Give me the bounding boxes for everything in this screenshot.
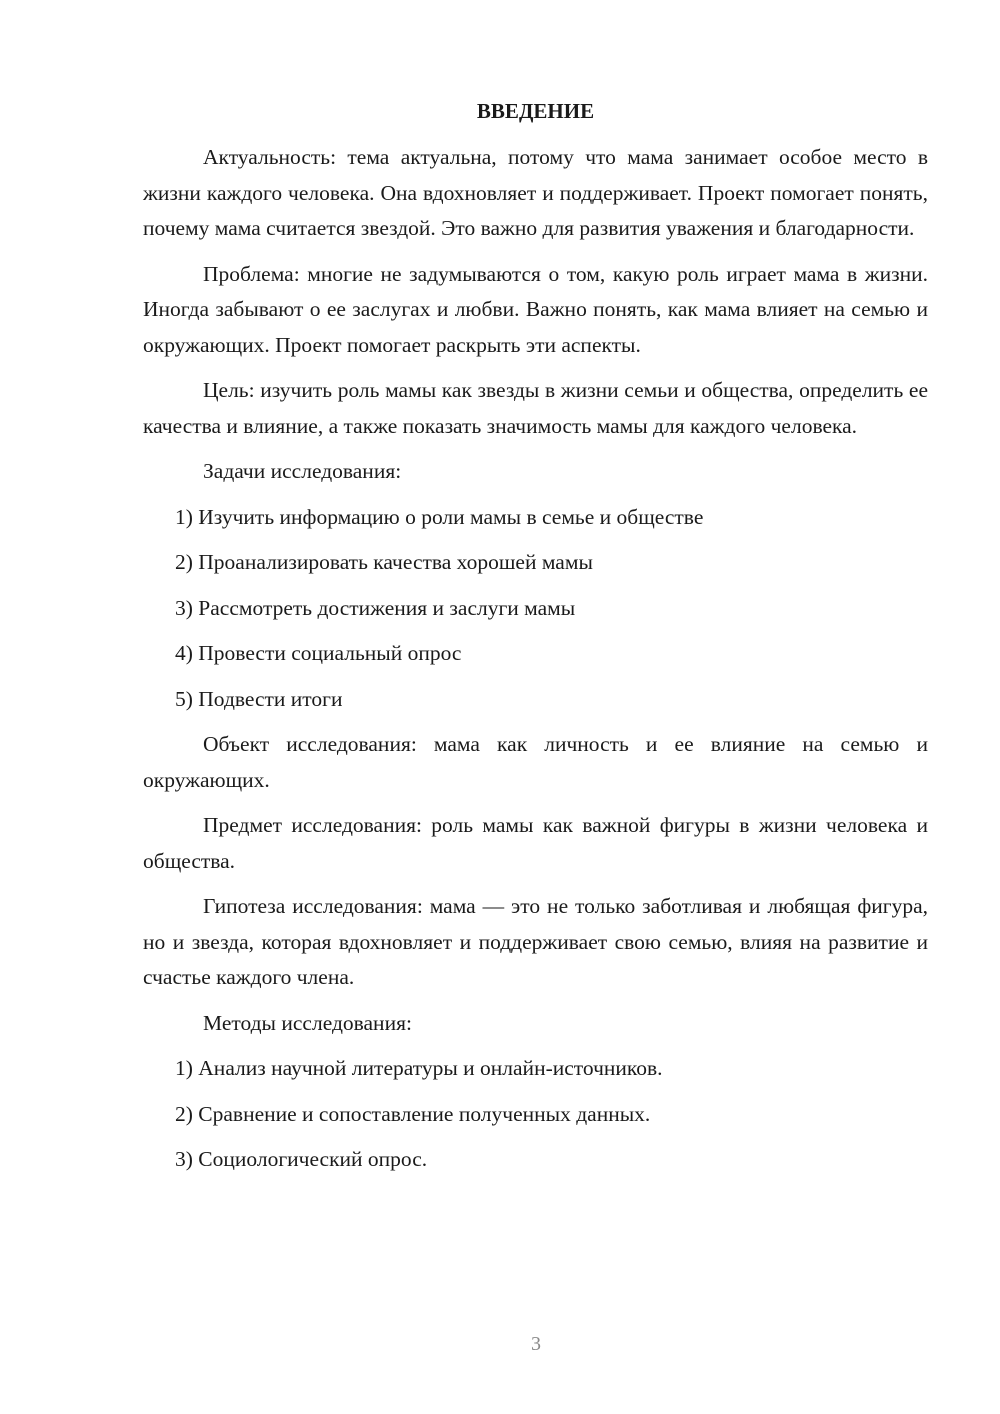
object-paragraph: Объект исследования: мама как личность и ее влияние на семью и окружающих. — [143, 732, 928, 792]
page-number: 3 — [531, 1333, 541, 1355]
method-item: 1) Анализ научной литературы и онлайн-источников. — [175, 1056, 663, 1080]
goal-paragraph: Цель: изучить роль мамы как звезды в жизни семьи и общества, определить ее качества и влияние, а также показать значимость мамы для каждого человека. — [143, 378, 928, 438]
task-item: 5) Подвести итоги — [175, 686, 343, 711]
task-item: 2) Проанализировать качества хорошей мамы — [175, 550, 593, 574]
tasks-heading: Задачи исследования: — [203, 459, 402, 483]
method-item: 2) Сравнение и сопоставление полученных данных. — [175, 1101, 651, 1126]
task-item: 1) Изучить информацию о роли мамы в семье и обществе — [175, 504, 704, 529]
document-page — [143, 94, 928, 1178]
problem-paragraph: Проблема: многие не задумываются о том, какую роль играет мама в жизни. Иногда забывают о ее заслугах и любви. Важно понять, как мама влияет на семью и окружающих. Проект помогает раскрыть эти аспекты. — [143, 261, 928, 357]
task-item: 4) Провести социальный опрос — [175, 641, 462, 665]
subject-paragraph: Предмет исследования: роль мамы как важной фигуры в жизни человека и общества. — [143, 813, 928, 873]
hypothesis-paragraph: Гипотеза исследования: мама — это не только заботливая и любящая фигура, но и звезда, которая вдохновляет и поддерживает свою семью, влияя на развитие и счастье каждого члена. — [143, 894, 928, 989]
section-title: ВВЕДЕНИЕ — [476, 99, 595, 123]
task-item: 3) Рассмотреть достижения и заслуги мамы — [175, 595, 576, 620]
methods-heading: Методы исследования: — [203, 1010, 412, 1035]
relevance-paragraph: Актуальность: тема актуальна, потому что мама занимает особое место в жизни каждого человека. Она вдохновляет и поддерживает. Проект помогает понять, почему мама считается звездой. Это важно для развития уважения и благодарности. — [143, 145, 928, 240]
method-item: 3) Социологический опрос. — [175, 1147, 428, 1171]
